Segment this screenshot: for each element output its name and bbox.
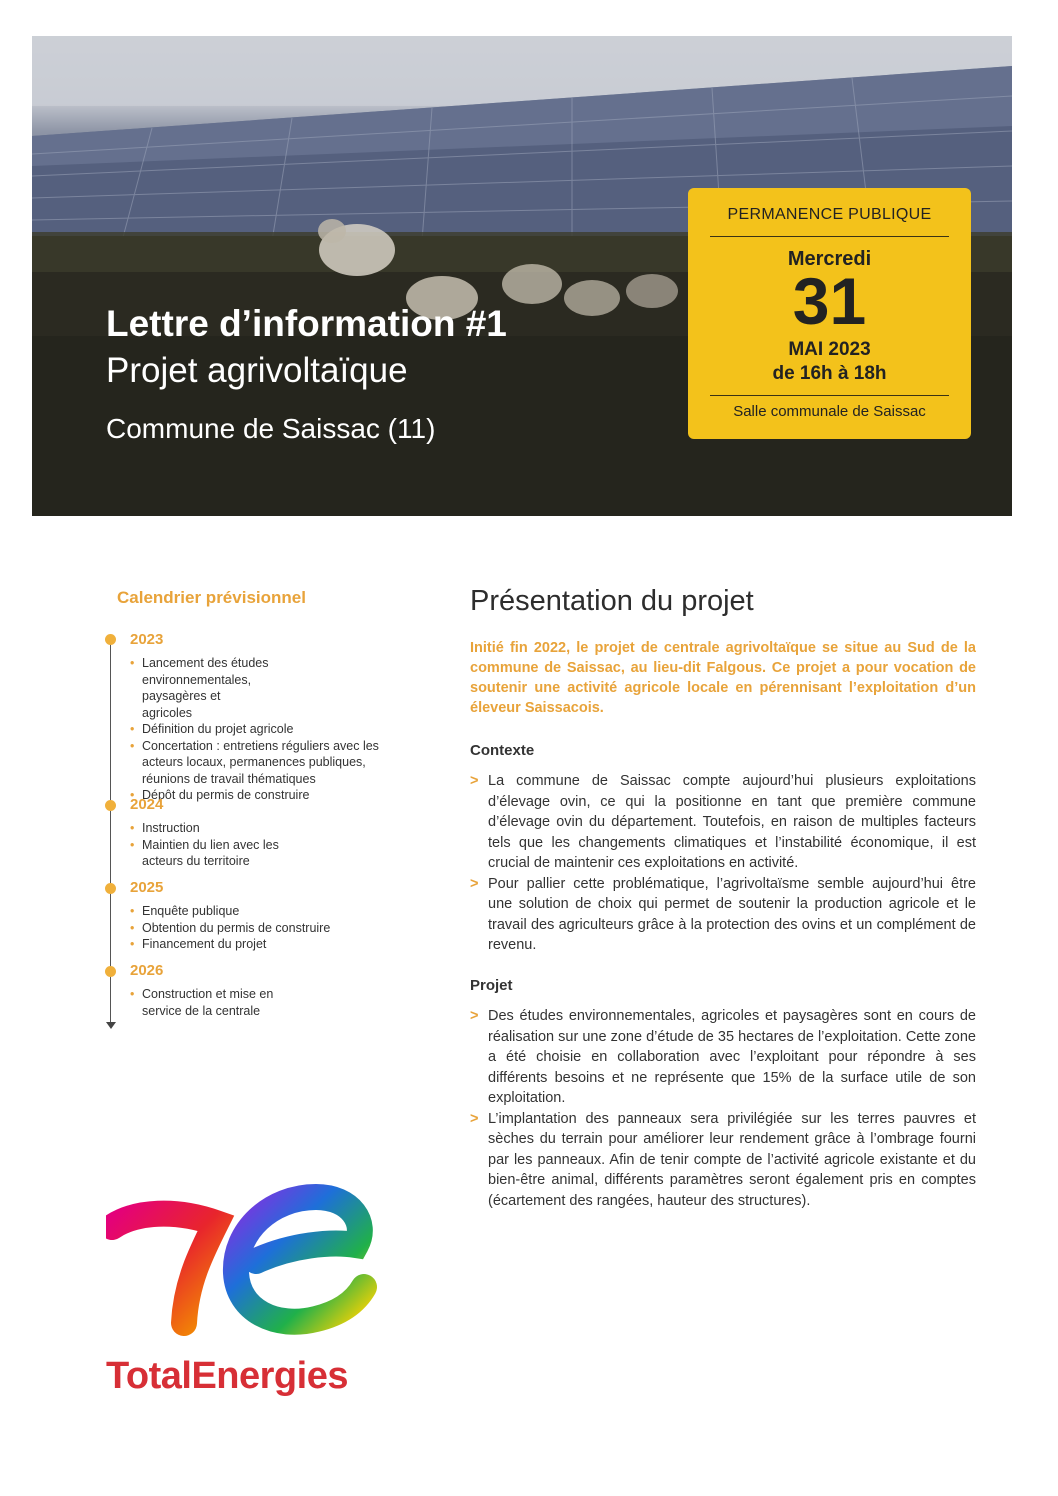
list-item: • Instruction [130,820,320,837]
list-item: • Obtention du permis de construire [130,920,390,937]
newsletter-title: Lettre d’information #1 [106,303,507,344]
timeline-dot [105,634,116,645]
list-item: • Maintien du lien avec les acteurs du territoire [130,837,320,870]
section-title: Présentation du projet [470,585,754,617]
event-divider-bottom [710,395,949,396]
timeline-year: 2026 [130,962,164,979]
commune-name: Commune de Saissac (11) [106,413,436,444]
event-day-number: 31 [792,264,867,338]
list-item: • Financement du projet [130,936,390,953]
list-item: > Des études environnementales, agricoles et paysagères sont en cours de réalisation sur une zone d’étude de 35 hectares de l’exploitation. Cette zone a été choisie en collaboration avec l’exploitant pour répondre à ses différents besoins et ne représente que 15% de la surface utile de son exploitation. [470,1006,976,1109]
event-divider-top [710,236,949,237]
project-heading: Projet [470,977,513,994]
list-item: > Pour pallier cette problématique, l’agrivoltaïsme semble aujourd’hui être une solution de choix qui permet de soutenir la production agricole et le travail des agriculteurs grâce à la protection des ovins et un complément de revenu. [470,874,976,956]
list-item: • Concertation : entretiens réguliers avec les acteurs locaux, permanences publiques, réunions de travail thématiques [130,738,410,788]
public-session-card [688,188,971,439]
newsletter-subtitle: Projet agrivoltaïque [106,351,408,390]
list-item: > La commune de Saissac compte aujourd’hui plusieurs exploitations d’élevage ovin, ce qui la positionne en tant que première commune d’élevage ovin du département. Toutefois, en raison de multiples facteurs tels que les changements climatiques et l’instabilité économique, il est crucial de maintenir ces exploitations en activité. [470,771,976,874]
timeline-items-2023 [130,655,410,804]
hero-banner [32,36,1012,516]
list-item: • Enquête publique [130,903,390,920]
event-label: PERMANENCE PUBLIQUE [727,206,932,223]
timeline-year: 2024 [130,796,164,813]
timeline-items-2024 [130,820,320,870]
arrow-down-icon [106,1022,116,1029]
timeline-items-2026 [130,986,320,1019]
brand-name: TotalEnergies [106,1355,348,1397]
timeline-dot [105,966,116,977]
timeline-items-2025 [130,903,390,953]
event-day-name: Mercredi [787,248,872,270]
timeline-title: Calendrier prévisionnel [117,588,306,607]
project-intro: Initié fin 2022, le projet de centrale agrivoltaïque se situe au Sud de la commune de Saissac, au lieu-dit Falgous. Ce projet a pour vocation de soutenir une activité agricole locale en pérennisant l’exploitation d’un éleveur Saissacois. [470,640,976,716]
context-heading: Contexte [470,742,535,759]
list-item: • Lancement des études environnementales, paysagères et agricoles [130,655,410,721]
list-item: • Définition du projet agricole [130,721,410,738]
timeline-year: 2025 [130,879,164,896]
event-venue: Salle communale de Saissac [733,403,926,420]
event-hours: de 16h à 18h [772,363,887,384]
context-paragraphs [470,771,976,956]
project-paragraphs [470,1006,976,1211]
timeline-dot [105,800,116,811]
event-month-year: MAI 2023 [788,339,871,360]
list-item: • Dépôt du permis de construire [130,787,410,804]
timeline-dot [105,883,116,894]
timeline-year: 2023 [130,631,164,648]
list-item: • Construction et mise en service de la centrale [130,986,320,1019]
list-item: > L’implantation des panneaux sera privilégiée sur les terres pauvres et sèches du terrain pour améliorer leur rendement grâce à l’ombrage fourni par les panneaux. Afin de tenir compte de l’activité agricole existante et du bien-être animal, différents paramètres seront également pris en comptes (écartement des rangées, hauteur des structures). [470,1109,976,1212]
totalenergies-logo-icon [106,1183,406,1343]
